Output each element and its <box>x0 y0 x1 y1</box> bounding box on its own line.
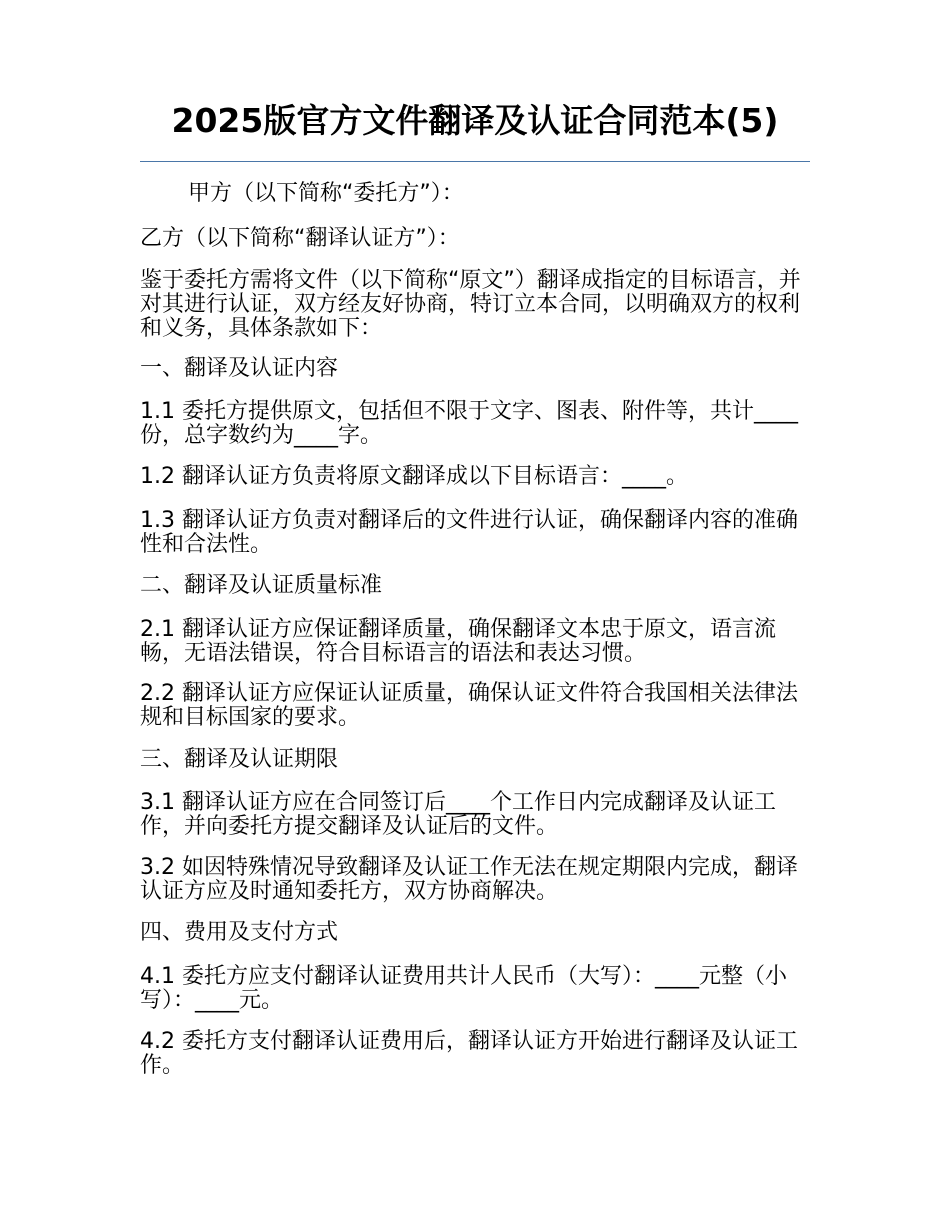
clause-3-2: 3.2 如因特殊情况导致翻译及认证工作无法在规定期限内完成，翻译认证方应及时通知委托方，双方协商解决。 <box>140 855 798 904</box>
clause-2-2: 2.2 翻译认证方应保证认证质量，确保认证文件符合我国相关法律法规和目标国家的要求。 <box>140 681 798 730</box>
section-heading-3: 三、翻译及认证期限 <box>140 747 339 772</box>
clause-3-1: 3.1 翻译认证方应在合同签订后____个工作日内完成翻译及认证工作，并向委托方提交翻译及认证后的文件。 <box>140 790 776 839</box>
clause-1-1: 1.1 委托方提供原文，包括但不限于文字、图表、附件等，共计____份，总字数约为____字。 <box>140 399 798 448</box>
document-title: 2025版官方文件翻译及认证合同范本(5) <box>171 101 779 140</box>
section-heading-4: 四、费用及支付方式 <box>140 920 339 945</box>
preamble-paragraph: 鉴于委托方需将文件（以下简称“原文”）翻译成指定的目标语言，并对其进行认证，双方经友好协商，特订立本合同，以明确双方的权利和义务，具体条款如下： <box>140 268 801 341</box>
clause-4-1: 4.1 委托方应支付翻译认证费用共计人民币（大写）：____元整（小写）：____元。 <box>140 964 787 1013</box>
section-heading-2: 二、翻译及认证质量标准 <box>140 573 383 598</box>
clause-2-1: 2.1 翻译认证方应保证翻译质量，确保翻译文本忠于原文，语言流畅，无语法错误，符合目标语言的语法和表达习惯。 <box>140 617 776 666</box>
party-b-line: 乙方（以下简称“翻译认证方”）： <box>140 226 460 251</box>
party-a-line: 甲方（以下简称“委托方”）： <box>188 181 464 206</box>
section-heading-1: 一、翻译及认证内容 <box>140 356 339 381</box>
clause-1-3: 1.3 翻译认证方负责对翻译后的文件进行认证，确保翻译内容的准确性和合法性。 <box>140 508 798 557</box>
title-divider <box>140 161 810 162</box>
clause-4-2: 4.2 委托方支付翻译认证费用后，翻译认证方开始进行翻译及认证工作。 <box>140 1029 798 1078</box>
clause-1-2: 1.2 翻译认证方负责将原文翻译成以下目标语言：____。 <box>140 464 688 489</box>
